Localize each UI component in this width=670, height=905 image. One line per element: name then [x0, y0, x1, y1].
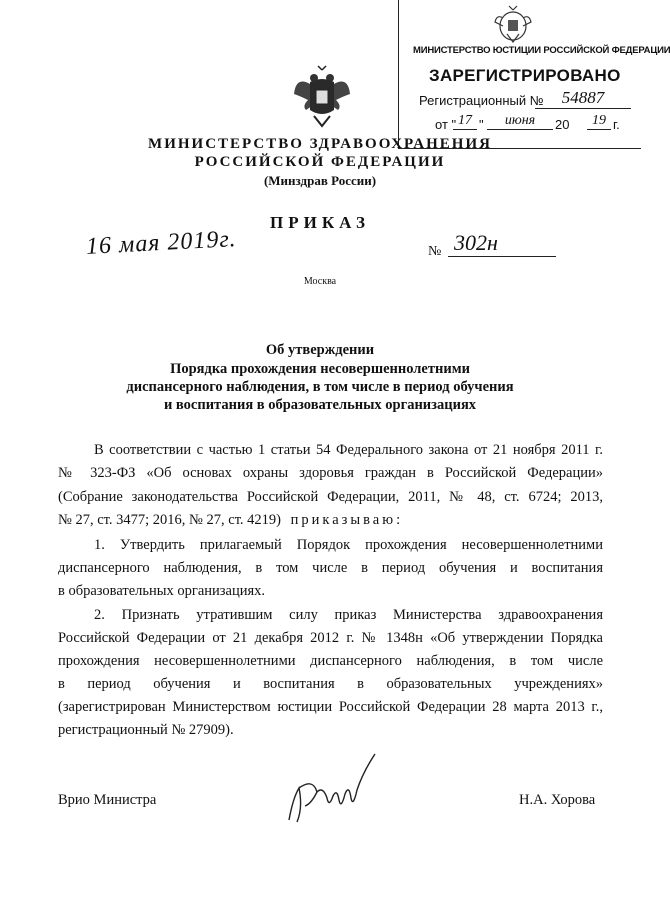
order-directive: приказываю:: [290, 512, 404, 528]
stamp-regno-label: Регистрационный №: [419, 93, 544, 108]
stamp-date-quote: ": [479, 117, 484, 132]
stamp-date-year-fill: 19: [587, 113, 611, 130]
stamp-date-year-prefix: 20: [555, 117, 570, 132]
signer-title: Врио Министра: [58, 792, 157, 808]
ministry-name-line2: РОССИЙСКОЙ ФЕДЕРАЦИИ: [194, 154, 446, 170]
order-subject-line4: и воспитания в образовательных организациях: [163, 397, 477, 413]
preamble-line: (Собрание законодательства Российской Федерации, 2011, № 48, ст. 6724; 2013,: [58, 489, 603, 505]
order-subject-line1: Об утверждении: [265, 342, 375, 358]
document-type-title: ПРИКАЗ: [270, 213, 370, 232]
order-subject-line3: диспансерного наблюдения, в том числе в период обучения: [126, 379, 514, 395]
preamble-line: [58, 510, 603, 530]
stamp-date-prefix: от ": [435, 117, 457, 132]
double-headed-eagle-icon: [292, 66, 352, 128]
stamp-registered-label: ЗАРЕГИСТРИРОВАНО: [429, 66, 621, 85]
ministry-name-line1: МИНИСТЕРСТВО ЗДРАВООХРАНЕНИЯ: [148, 136, 492, 152]
item2-line: регистрационный № 27909).: [58, 722, 234, 738]
item2-line: (зарегистрирован Министерством юстиции Российской Федерации 28 марта 2013 г.,: [58, 699, 603, 715]
order-subject-line2: Порядка прохождения несовершеннолетними: [170, 361, 470, 377]
item2-line: Российской Федерации от 21 декабря 2012 г. № 1348н «Об утверждении Порядка: [58, 630, 603, 646]
order-date-handwritten: 16 мая 2019г.: [85, 226, 238, 260]
item2-line: 2. Признать утратившим силу приказ Министерства здравоохранения: [94, 607, 603, 623]
city-name: Москва: [303, 276, 337, 287]
item1-line: в образовательных организациях.: [58, 583, 266, 599]
stamp-ministry-name: МИНИСТЕРСТВО ЮСТИЦИИ РОССИЙСКОЙ ФЕДЕРАЦИИ: [413, 45, 670, 56]
item2-line: в период обучения и воспитания в образовательных учреждениях»: [58, 676, 603, 692]
preamble-line: № 323-ФЗ «Об основах охраны здоровья граждан в Российской Федерации»: [58, 465, 603, 481]
stamp-date-month: июня: [487, 113, 553, 130]
preamble-line: В соответствии с частью 1 статьи 54 Федерального закона от 21 ноября 2011 г.: [94, 442, 603, 458]
signer-name: Н.А. Хорова: [519, 792, 596, 808]
order-number-value: 302н: [448, 230, 556, 257]
order-number-label: №: [428, 244, 442, 259]
item1-line: диспансерного наблюдения, в том числе в период обучения и воспитания: [58, 560, 603, 576]
registration-stamp: [398, 0, 670, 149]
stamp-regno-value: 54887: [535, 88, 631, 109]
handwritten-signature: [283, 748, 383, 828]
coat-of-arms-icon: [489, 4, 537, 44]
item2-line: прохождения несовершеннолетними диспансерного наблюдения, в том числе: [58, 653, 603, 669]
item1-line: 1. Утвердить прилагаемый Порядок прохождения несовершеннолетними: [94, 537, 603, 553]
preamble-citation: № 27, ст. 3477; 2016, № 27, ст. 4219): [58, 512, 282, 528]
stamp-date-day: 17: [453, 113, 477, 130]
stamp-date-suffix: г.: [613, 117, 620, 132]
ministry-short-name: (Минздрав России): [263, 173, 377, 188]
